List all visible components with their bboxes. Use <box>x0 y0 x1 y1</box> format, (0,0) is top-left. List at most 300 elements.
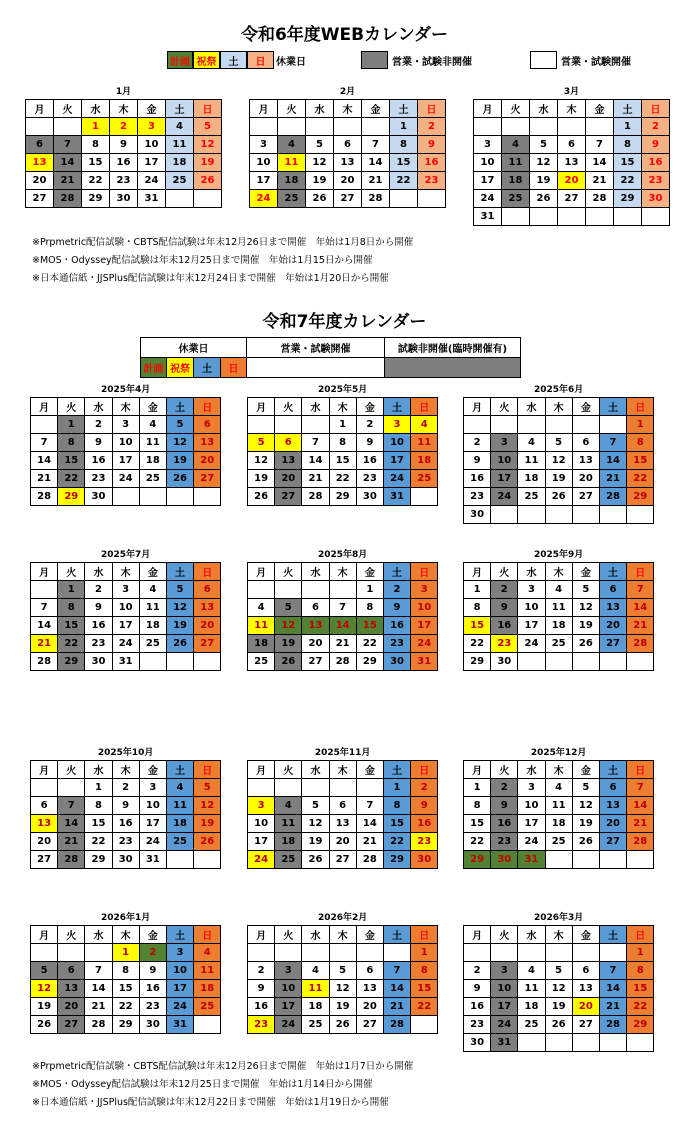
weekday-header: 月 <box>248 563 275 581</box>
day-cell <box>362 118 390 136</box>
day-cell <box>518 1034 545 1052</box>
calendar-month-title: 2025年9月 <box>534 550 584 560</box>
week-row <box>31 434 221 452</box>
day-cell: 4 <box>518 434 545 452</box>
day-cell: 10 <box>491 980 518 998</box>
day-cell: 3 <box>248 797 275 815</box>
day-cell: 12 <box>275 617 302 635</box>
day-cell: 6 <box>356 962 383 980</box>
legend2-nonexam: 試験非開催(臨時開催有) <box>385 338 521 358</box>
day-cell: 20 <box>599 815 626 833</box>
weekday-header: 日 <box>627 398 654 416</box>
day-cell: 11 <box>275 815 302 833</box>
day-cell: 13 <box>302 617 329 635</box>
weekday-header: 水 <box>302 398 329 416</box>
day-cell: 14 <box>627 599 654 617</box>
day-cell <box>329 944 356 962</box>
day-cell: 18 <box>545 815 572 833</box>
calendar-month-title: 2025年12月 <box>530 748 587 758</box>
day-cell: 28 <box>31 653 58 671</box>
day-cell: 21 <box>362 172 390 190</box>
day-cell: 16 <box>464 998 491 1016</box>
day-cell <box>627 506 654 524</box>
day-cell: 19 <box>306 172 334 190</box>
day-cell: 8 <box>411 962 438 980</box>
day-cell: 30 <box>491 653 518 671</box>
week-row <box>464 617 654 635</box>
day-cell: 9 <box>464 980 491 998</box>
day-cell <box>275 416 302 434</box>
day-cell: 24 <box>275 1016 302 1034</box>
day-cell: 22 <box>356 635 383 653</box>
day-cell: 24 <box>138 172 166 190</box>
calendar-month-title: 2026年2月 <box>318 913 368 923</box>
day-cell: 13 <box>26 154 54 172</box>
day-cell: 22 <box>627 998 654 1016</box>
day-cell: 1 <box>464 581 491 599</box>
day-cell: 31 <box>138 190 166 208</box>
weekday-header: 水 <box>518 926 545 944</box>
day-cell: 2 <box>139 944 166 962</box>
weekday-header: 土 <box>599 398 626 416</box>
calendar-grid <box>30 925 221 1034</box>
day-cell <box>302 581 329 599</box>
day-cell: 26 <box>31 1016 58 1034</box>
day-cell: 16 <box>248 998 275 1016</box>
day-cell: 13 <box>572 980 599 998</box>
day-cell: 7 <box>31 434 58 452</box>
day-cell: 10 <box>112 434 139 452</box>
day-cell: 13 <box>558 154 586 172</box>
day-cell: 24 <box>112 470 139 488</box>
calendar-month-title: 2026年1月 <box>101 913 151 923</box>
week-row <box>464 980 654 998</box>
day-cell: 27 <box>26 190 54 208</box>
day-cell: 6 <box>558 136 586 154</box>
calendar-month-title: 2025年6月 <box>534 385 584 395</box>
day-cell: 8 <box>112 962 139 980</box>
weekday-header: 金 <box>138 100 166 118</box>
weekday-header: 日 <box>411 398 438 416</box>
day-cell: 1 <box>85 779 112 797</box>
week-row <box>464 488 654 506</box>
day-cell: 5 <box>302 797 329 815</box>
day-cell <box>530 118 558 136</box>
day-cell <box>491 944 518 962</box>
day-cell: 15 <box>383 815 410 833</box>
day-cell: 2 <box>642 118 670 136</box>
day-cell: 5 <box>306 136 334 154</box>
day-cell: 3 <box>491 962 518 980</box>
day-cell: 26 <box>329 1016 356 1034</box>
day-cell: 29 <box>356 653 383 671</box>
legend-fest: 祝祭 <box>193 51 220 69</box>
day-cell: 10 <box>411 599 438 617</box>
week-row <box>474 172 670 190</box>
calendar-month <box>30 913 221 1034</box>
day-cell <box>248 416 275 434</box>
day-cell: 18 <box>518 470 545 488</box>
day-cell <box>248 581 275 599</box>
weekday-header: 日 <box>194 398 221 416</box>
day-cell: 1 <box>464 779 491 797</box>
day-cell <box>586 118 614 136</box>
day-cell: 15 <box>614 154 642 172</box>
weekday-header: 日 <box>411 563 438 581</box>
day-cell: 21 <box>329 635 356 653</box>
day-cell: 4 <box>545 581 572 599</box>
day-cell: 20 <box>558 172 586 190</box>
day-cell: 19 <box>275 635 302 653</box>
legend2-open-swatch <box>247 358 385 378</box>
day-cell: 22 <box>329 470 356 488</box>
day-cell <box>627 1034 654 1052</box>
day-cell: 17 <box>250 172 278 190</box>
day-cell: 4 <box>194 944 221 962</box>
weekday-header: 火 <box>58 761 85 779</box>
week-row <box>474 190 670 208</box>
day-cell: 12 <box>194 797 221 815</box>
weekday-header: 火 <box>58 563 85 581</box>
weekday-header: 土 <box>166 563 193 581</box>
day-cell: 19 <box>194 154 222 172</box>
day-cell: 15 <box>58 452 85 470</box>
day-cell: 10 <box>474 154 502 172</box>
day-cell: 19 <box>545 998 572 1016</box>
day-cell <box>166 653 193 671</box>
day-cell: 20 <box>599 617 626 635</box>
weekday-header: 日 <box>411 761 438 779</box>
day-cell: 23 <box>85 470 112 488</box>
day-cell: 29 <box>614 190 642 208</box>
day-cell: 5 <box>530 136 558 154</box>
day-cell: 23 <box>248 1016 275 1034</box>
day-cell: 28 <box>302 488 329 506</box>
day-cell: 5 <box>329 962 356 980</box>
weekday-header: 水 <box>518 563 545 581</box>
day-cell: 28 <box>58 851 85 869</box>
weekday-header: 月 <box>31 398 58 416</box>
day-cell: 20 <box>194 617 221 635</box>
day-cell: 13 <box>194 599 221 617</box>
day-cell: 7 <box>356 797 383 815</box>
day-cell: 12 <box>166 434 193 452</box>
day-cell <box>275 944 302 962</box>
day-cell: 17 <box>112 617 139 635</box>
day-cell: 27 <box>599 833 626 851</box>
page-title-2025: 令和7年度カレンダー <box>262 312 427 332</box>
weekday-header: 月 <box>31 926 58 944</box>
week-row <box>31 1016 221 1034</box>
day-cell <box>418 190 446 208</box>
day-cell: 4 <box>502 136 530 154</box>
day-cell <box>572 851 599 869</box>
day-cell: 25 <box>302 1016 329 1034</box>
day-cell: 30 <box>491 851 518 869</box>
day-cell: 25 <box>545 833 572 851</box>
day-cell: 2 <box>464 434 491 452</box>
day-cell: 4 <box>275 797 302 815</box>
day-cell: 27 <box>302 653 329 671</box>
day-cell: 21 <box>31 635 58 653</box>
day-cell: 18 <box>166 154 194 172</box>
day-cell: 8 <box>464 797 491 815</box>
day-cell: 1 <box>112 944 139 962</box>
day-cell: 17 <box>518 617 545 635</box>
week-row <box>474 154 670 172</box>
week-row <box>248 779 438 797</box>
week-row <box>31 998 221 1016</box>
day-cell <box>614 208 642 226</box>
day-cell <box>302 779 329 797</box>
calendar-grid <box>463 925 654 1052</box>
legend2-open: 営業・試験開催 <box>247 338 385 358</box>
day-cell: 18 <box>502 172 530 190</box>
day-cell: 4 <box>248 599 275 617</box>
day-cell: 18 <box>302 998 329 1016</box>
day-cell: 30 <box>112 851 139 869</box>
day-cell: 7 <box>362 136 390 154</box>
day-cell: 1 <box>58 416 85 434</box>
day-cell: 13 <box>329 815 356 833</box>
calendar-grid <box>25 99 222 208</box>
day-cell <box>502 208 530 226</box>
day-cell <box>627 851 654 869</box>
day-cell: 5 <box>194 779 221 797</box>
day-cell: 28 <box>599 488 626 506</box>
day-cell: 1 <box>411 944 438 962</box>
day-cell: 20 <box>302 635 329 653</box>
weekday-header: 火 <box>491 761 518 779</box>
day-cell: 29 <box>85 851 112 869</box>
day-cell: 8 <box>627 962 654 980</box>
day-cell <box>599 416 626 434</box>
day-cell <box>356 779 383 797</box>
calendar-grid <box>247 925 438 1034</box>
day-cell <box>194 653 221 671</box>
day-cell: 24 <box>139 833 166 851</box>
day-cell: 6 <box>302 599 329 617</box>
day-cell <box>572 653 599 671</box>
day-cell: 12 <box>545 452 572 470</box>
day-cell: 17 <box>474 172 502 190</box>
day-cell: 12 <box>306 154 334 172</box>
day-cell: 22 <box>627 470 654 488</box>
weekday-header: 水 <box>85 926 112 944</box>
day-cell: 28 <box>54 190 82 208</box>
day-cell: 4 <box>278 136 306 154</box>
day-cell: 18 <box>139 617 166 635</box>
day-cell: 11 <box>278 154 306 172</box>
day-cell: 30 <box>110 190 138 208</box>
day-cell: 25 <box>166 833 193 851</box>
day-cell: 14 <box>302 452 329 470</box>
weekday-header: 火 <box>58 926 85 944</box>
weekday-header: 土 <box>614 100 642 118</box>
day-cell: 15 <box>627 980 654 998</box>
day-cell: 26 <box>306 190 334 208</box>
day-cell <box>26 118 54 136</box>
week-row <box>31 833 221 851</box>
day-cell: 2 <box>356 416 383 434</box>
day-cell: 12 <box>166 599 193 617</box>
day-cell: 8 <box>383 797 410 815</box>
day-cell: 11 <box>545 797 572 815</box>
day-cell: 9 <box>491 599 518 617</box>
day-cell <box>31 581 58 599</box>
day-cell <box>31 779 58 797</box>
day-cell: 14 <box>31 617 58 635</box>
day-cell: 5 <box>166 581 193 599</box>
week-row <box>31 944 221 962</box>
day-cell: 21 <box>383 998 410 1016</box>
week-row <box>464 581 654 599</box>
day-cell: 5 <box>572 581 599 599</box>
day-cell: 28 <box>627 635 654 653</box>
day-cell: 29 <box>464 851 491 869</box>
day-cell: 25 <box>278 190 306 208</box>
day-cell: 26 <box>275 653 302 671</box>
day-cell: 20 <box>334 172 362 190</box>
day-cell: 21 <box>627 617 654 635</box>
legend2-sat: 土 <box>194 358 221 378</box>
day-cell: 23 <box>112 833 139 851</box>
week-row <box>248 851 438 869</box>
day-cell: 27 <box>572 488 599 506</box>
day-cell: 31 <box>518 851 545 869</box>
day-cell: 11 <box>194 962 221 980</box>
day-cell <box>558 118 586 136</box>
day-cell: 14 <box>58 815 85 833</box>
weekday-header: 木 <box>110 100 138 118</box>
calendar-grid <box>247 760 438 869</box>
day-cell <box>166 190 194 208</box>
day-cell: 18 <box>275 833 302 851</box>
week-row <box>248 416 438 434</box>
day-cell: 22 <box>383 833 410 851</box>
weekday-header: 火 <box>278 100 306 118</box>
day-cell: 3 <box>518 779 545 797</box>
weekday-header: 日 <box>642 100 670 118</box>
day-cell: 30 <box>642 190 670 208</box>
day-cell: 22 <box>411 998 438 1016</box>
calendar-month <box>463 385 654 524</box>
day-cell: 29 <box>82 190 110 208</box>
day-cell: 24 <box>491 488 518 506</box>
day-cell: 12 <box>329 980 356 998</box>
day-cell: 29 <box>627 488 654 506</box>
week-row <box>248 1016 438 1034</box>
day-cell: 24 <box>112 635 139 653</box>
day-cell: 24 <box>518 635 545 653</box>
day-cell: 26 <box>166 470 193 488</box>
day-cell: 15 <box>329 452 356 470</box>
day-cell <box>642 208 670 226</box>
day-cell: 3 <box>139 779 166 797</box>
day-cell: 22 <box>464 833 491 851</box>
day-cell: 19 <box>302 833 329 851</box>
day-cell: 10 <box>138 136 166 154</box>
day-cell: 29 <box>58 653 85 671</box>
day-cell: 23 <box>491 635 518 653</box>
day-cell: 9 <box>383 599 410 617</box>
week-row <box>248 581 438 599</box>
calendar-grid <box>249 99 446 208</box>
week-row <box>464 416 654 434</box>
day-cell: 20 <box>572 470 599 488</box>
day-cell <box>31 944 58 962</box>
day-cell: 3 <box>275 962 302 980</box>
note-2025-2: ※MOS・Odyssey配信試験は年末12月25日まで開催 年始は1月14日から開催 <box>32 1079 373 1090</box>
day-cell: 25 <box>248 653 275 671</box>
day-cell <box>248 779 275 797</box>
calendar-grid <box>473 99 670 226</box>
day-cell: 13 <box>58 980 85 998</box>
day-cell <box>306 118 334 136</box>
day-cell: 21 <box>31 470 58 488</box>
day-cell: 31 <box>491 1034 518 1052</box>
note-2025-3: ※日本通信紙・JJSPlus配信試験は年末12月22日まで開催 年始は1月19日から開催 <box>32 1097 389 1108</box>
weekday-header: 木 <box>329 926 356 944</box>
day-cell <box>572 1034 599 1052</box>
day-cell <box>302 944 329 962</box>
day-cell: 30 <box>411 851 438 869</box>
day-cell <box>545 944 572 962</box>
day-cell: 3 <box>138 118 166 136</box>
day-cell <box>530 208 558 226</box>
week-row <box>26 172 222 190</box>
day-cell: 7 <box>599 434 626 452</box>
day-cell: 11 <box>502 154 530 172</box>
day-cell: 31 <box>139 851 166 869</box>
calendar-month-title: 2025年7月 <box>101 550 151 560</box>
weekday-header: 水 <box>306 100 334 118</box>
day-cell: 2 <box>491 581 518 599</box>
day-cell <box>194 1016 221 1034</box>
week-row <box>464 815 654 833</box>
day-cell: 16 <box>491 617 518 635</box>
calendar-month <box>247 385 438 506</box>
day-cell: 27 <box>194 470 221 488</box>
day-cell: 27 <box>58 1016 85 1034</box>
calendar-month <box>25 87 222 208</box>
week-row <box>464 635 654 653</box>
day-cell: 22 <box>464 635 491 653</box>
weekday-header: 火 <box>54 100 82 118</box>
week-row <box>464 470 654 488</box>
weekday-header: 水 <box>518 761 545 779</box>
weekday-header: 金 <box>572 926 599 944</box>
day-cell: 19 <box>166 617 193 635</box>
day-cell: 20 <box>329 833 356 851</box>
calendar-grid <box>30 397 221 506</box>
day-cell <box>334 118 362 136</box>
day-cell: 28 <box>599 1016 626 1034</box>
week-row <box>248 635 438 653</box>
week-row <box>31 962 221 980</box>
weekday-header: 日 <box>194 563 221 581</box>
calendar-month <box>463 748 654 869</box>
day-cell: 23 <box>110 172 138 190</box>
day-cell: 12 <box>194 136 222 154</box>
day-cell: 28 <box>586 190 614 208</box>
week-row <box>26 190 222 208</box>
legend-2025 <box>140 337 521 378</box>
weekday-header: 水 <box>302 926 329 944</box>
weekday-header: 火 <box>275 563 302 581</box>
weekday-header: 日 <box>194 761 221 779</box>
day-cell: 25 <box>518 1016 545 1034</box>
